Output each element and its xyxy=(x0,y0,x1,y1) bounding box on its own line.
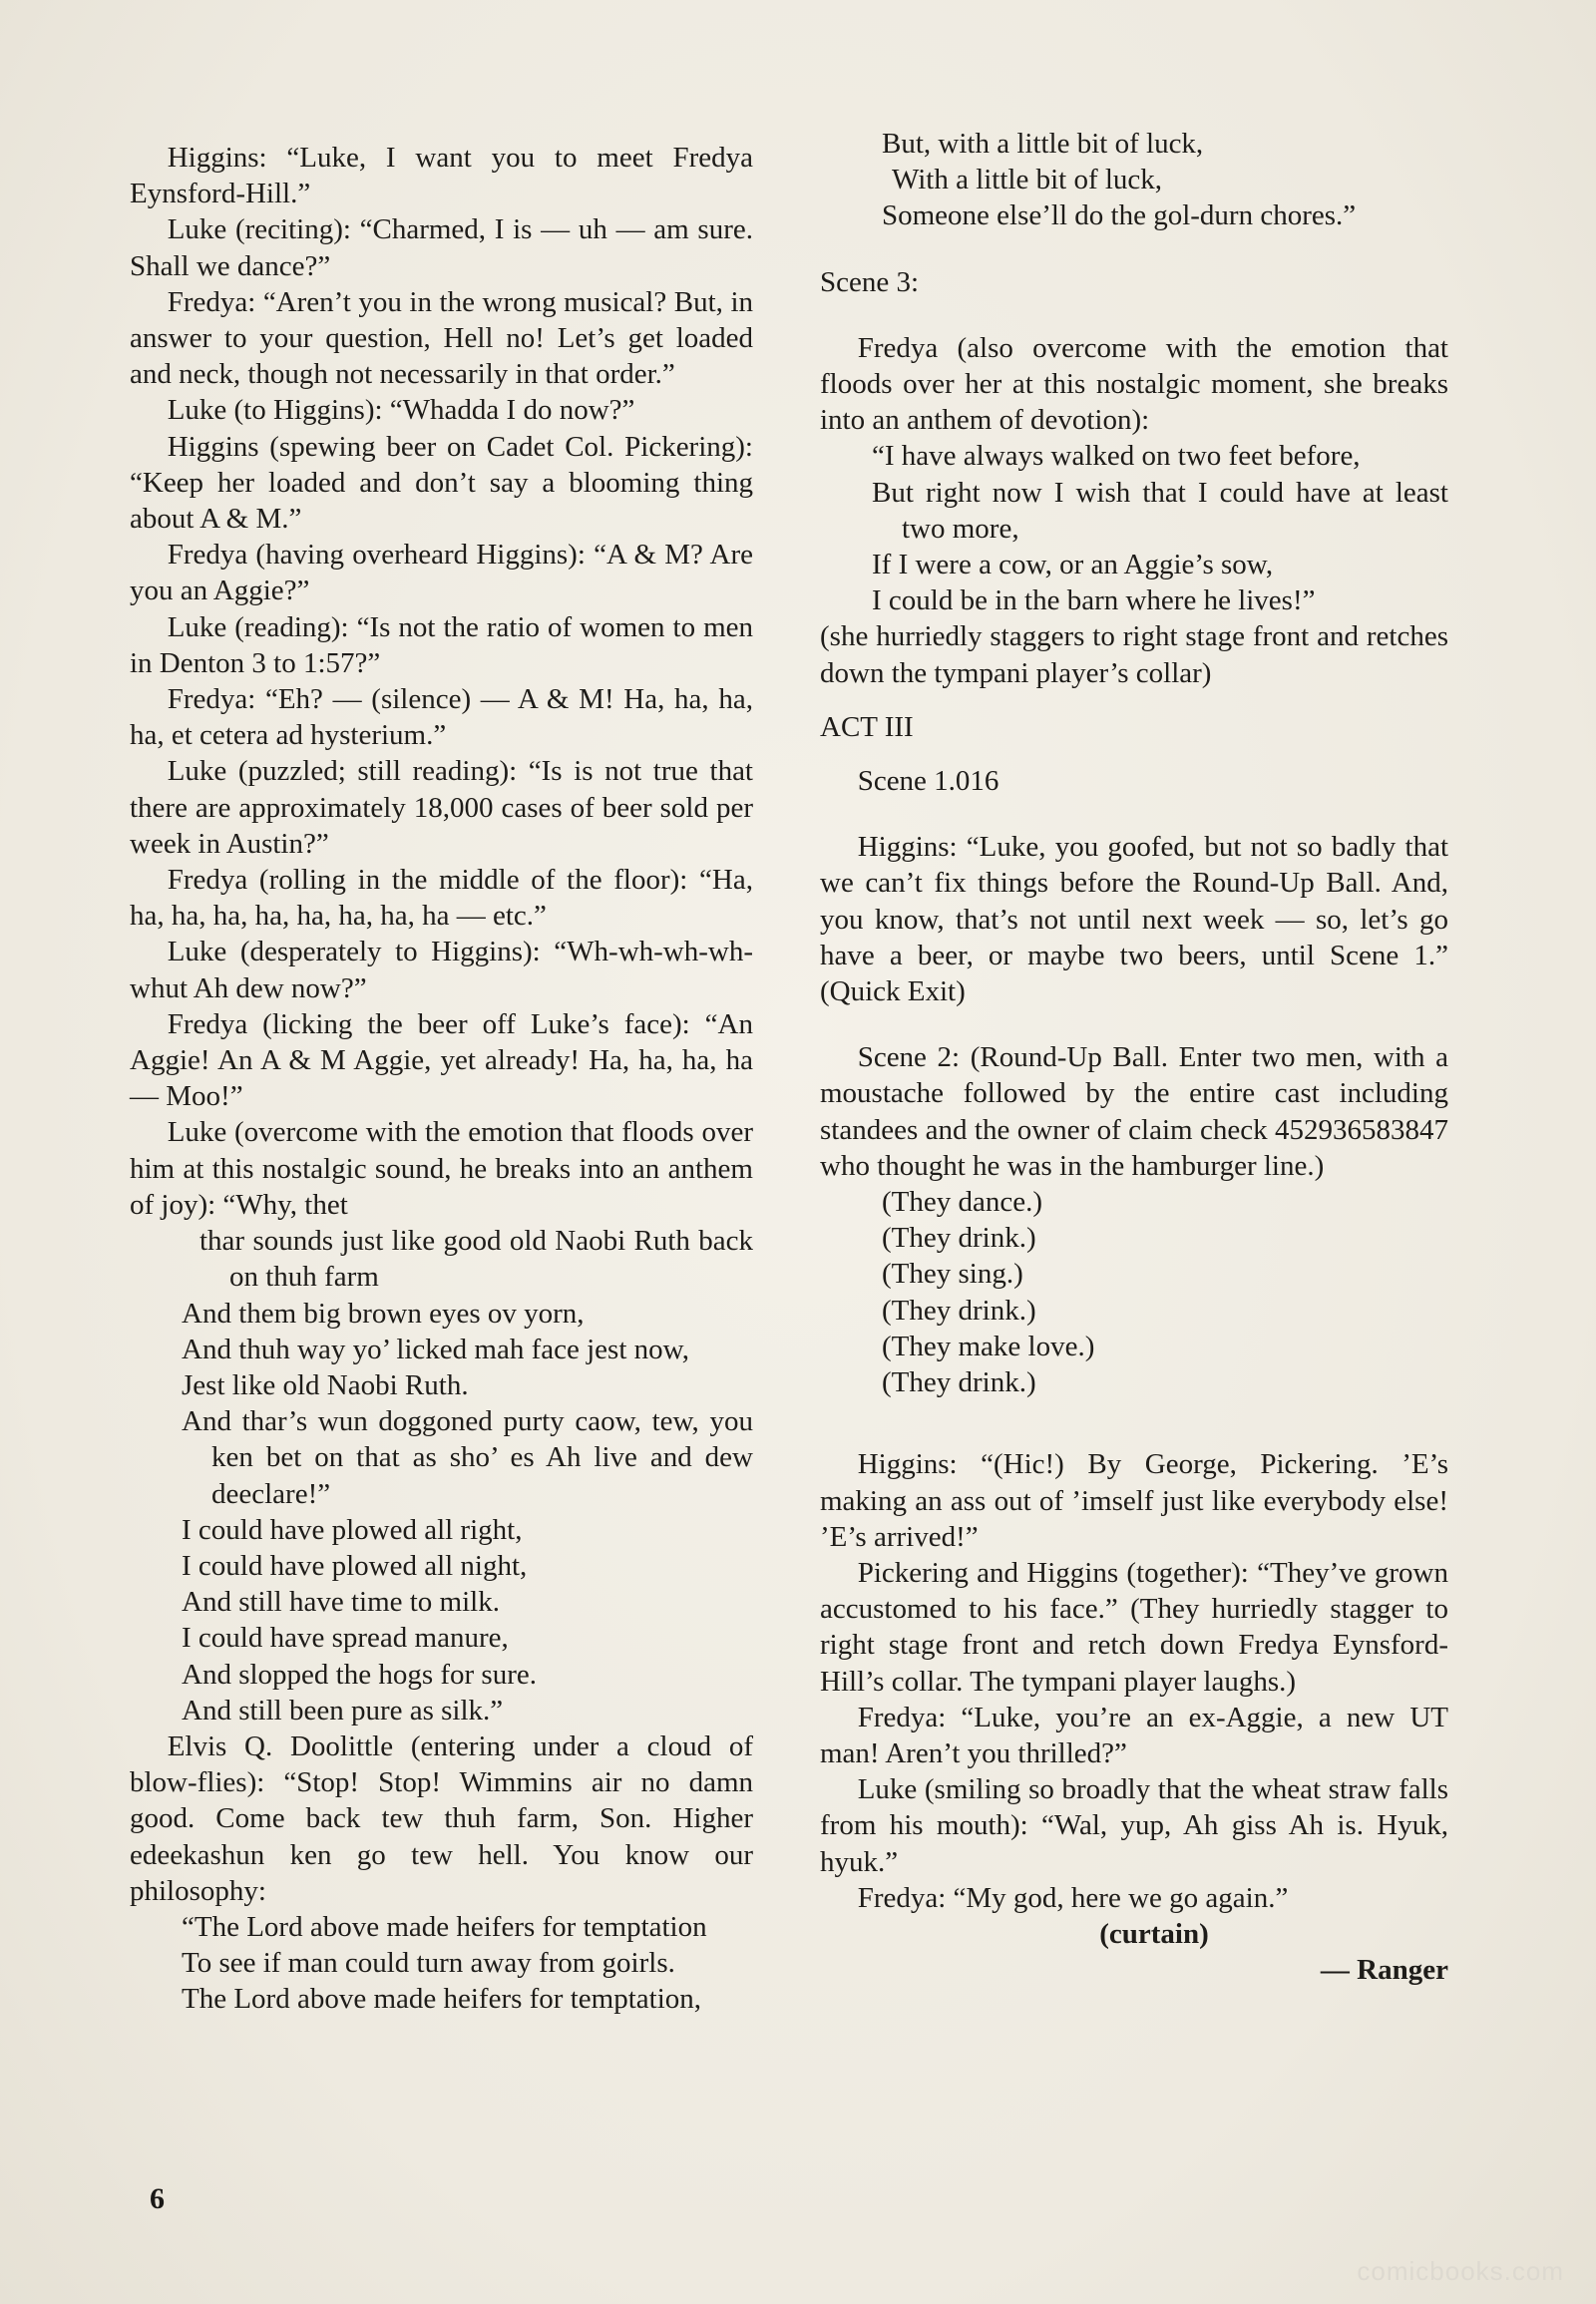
left-text-column xyxy=(130,140,753,2018)
verse-line: I could have plowed all night, xyxy=(182,1549,528,1582)
text-paragraph: Fredya (also overcome with the emotion that floods over her at this nostalgic moment, she breaks into an anthem of devotion): xyxy=(820,331,1448,437)
site-watermark: comicbooks.com xyxy=(1357,2256,1564,2286)
text-paragraph: Fredya (rolling in the middle of the floor): “Ha, ha, ha, ha, ha, ha, ha, ha, ha — etc.” xyxy=(130,864,753,933)
spacer xyxy=(820,745,1448,763)
text-paragraph: Fredya: “Eh? — (silence) — A & M! Ha, ha, ha, ha, et cetera ad hysterium.” xyxy=(130,683,753,752)
verse-line: I could have spread manure, xyxy=(182,1622,509,1655)
verse-line: (They drink.) xyxy=(882,1366,1036,1399)
verse-line: “The Lord above made heifers for temptation xyxy=(182,1910,707,1943)
verse-line: (They drink.) xyxy=(882,1222,1036,1255)
verse-line: thar sounds just like good old Naobi Ruth back on thuh farm xyxy=(200,1225,753,1294)
verse-line: But right now I wish that I could have at least two more, xyxy=(872,476,1448,545)
text-paragraph: Higgins: “Luke, I want you to meet Fredya Eynsford-Hill.” xyxy=(130,142,753,210)
text-paragraph: Fredya (licking the beer off Luke’s face): “An Aggie! An A & M Aggie, yet already! Ha, ha, ha, ha — Moo!” xyxy=(130,1007,753,1113)
text-paragraph: Pickering and Higgins (together): “They’ve grown accustomed to his face.” (They hurriedly stagger to right stage front and retch down Fredya Eynsford-Hill’s collar. The tympani player laughs.) xyxy=(820,1556,1448,1698)
text-paragraph: Higgins: “Luke, you goofed, but not so badly that we can’t fix things before the Round-Up Ball. And, you know, that’s not until next week — so, let’s go have a beer, or maybe two beers, until Scene 1.” (Quick Exit) xyxy=(820,831,1448,1008)
text-paragraph: Fredya: “Aren’t you in the wrong musical? But, in answer to your question, Hell no! Let’s get loaded and neck, though not necessarily in that order.” xyxy=(130,285,753,391)
verse-line: And slopped the hogs for sure. xyxy=(182,1658,538,1691)
text-paragraph: Elvis Q. Doolittle (entering under a cloud of blow-flies): “Stop! Stop! Wimmins air no damn good. Come back tew thuh farm, Son. Higher edeekashun ken go tew hell. You know our philosophy: xyxy=(130,1729,753,1907)
verse-line: Someone else’ll do the gol-durn chores.” xyxy=(882,199,1357,232)
right-text-column xyxy=(820,126,1448,1988)
verse-line: And thar’s wun doggoned purty caow, tew, you ken bet on that as sho’ es Ah live and dew deeclare!” xyxy=(182,1405,753,1510)
verse-line: (They drink.) xyxy=(882,1294,1036,1327)
verse-line: The Lord above made heifers for temptation, xyxy=(182,1983,701,2016)
author-credit: — Ranger xyxy=(1320,1954,1448,1987)
spacer xyxy=(820,234,1448,264)
verse-line: To see if man could turn away from goirls. xyxy=(182,1947,675,1980)
verse-line: I could be in the barn where he lives!” xyxy=(872,584,1316,617)
text-paragraph: Fredya: “Luke, you’re an ex-Aggie, a new UT man! Aren’t you thrilled?” xyxy=(820,1701,1448,1769)
scene-heading: ACT III xyxy=(820,710,914,743)
verse-line: (They dance.) xyxy=(882,1186,1043,1219)
text-paragraph: Luke (puzzled; still reading): “Is is not true that there are approximately 18,000 cases of beer sold per week in Austin?” xyxy=(130,755,753,860)
text-paragraph: Scene 2: (Round-Up Ball. Enter two men, with a moustache followed by the entire cast including standees and the owner of claim check 452936583847 who thought he was in the hamburger line.) xyxy=(820,1041,1448,1182)
verse-line: With a little bit of luck, xyxy=(892,164,1163,196)
spacer xyxy=(820,1009,1448,1039)
text-paragraph: Luke (desperately to Higgins): “Wh-wh-wh-wh-whut Ah dew now?” xyxy=(130,936,753,1004)
scene-heading: Scene 3: xyxy=(820,265,920,298)
verse-line: If I were a cow, or an Aggie’s sow, xyxy=(872,549,1274,581)
text-paragraph: Luke (to Higgins): “Whadda I do now?” xyxy=(167,394,635,427)
spacer xyxy=(820,1400,1448,1446)
text-paragraph: (she hurriedly staggers to right stage front and retches down the tympani player’s collar) xyxy=(820,620,1448,689)
verse-line: And still been pure as silk.” xyxy=(182,1694,504,1727)
text-paragraph: Higgins: “(Hic!) By George, Pickering. ’E’s making an ass out of ’imself just like everybody else! ’E’s arrived!” xyxy=(820,1448,1448,1553)
text-paragraph: Fredya (having overheard Higgins): “A & M? Are you an Aggie?” xyxy=(130,539,753,607)
verse-line: And still have time to milk. xyxy=(182,1586,500,1619)
text-paragraph: Luke (smiling so broadly that the wheat straw falls from his mouth): “Wal, yup, Ah giss Ah is. Hyuk, hyuk.” xyxy=(820,1773,1448,1878)
verse-line: But, with a little bit of luck, xyxy=(882,128,1204,160)
stage-direction: (curtain) xyxy=(1099,1917,1209,1950)
verse-line: “I have always walked on two feet before, xyxy=(872,440,1361,473)
text-paragraph: Luke (overcome with the emotion that floods over him at this nostalgic sound, he breaks into an anthem of joy): “Why, thet xyxy=(130,1116,753,1221)
text-paragraph: Higgins (spewing beer on Cadet Col. Pickering): “Keep her loaded and don’t say a blooming thing about A & M.” xyxy=(130,430,753,536)
verse-line: And them big brown eyes ov yorn, xyxy=(182,1297,585,1330)
verse-line: (They sing.) xyxy=(882,1258,1023,1291)
verse-line: Jest like old Naobi Ruth. xyxy=(182,1368,469,1401)
text-paragraph: Luke (reciting): “Charmed, I is — uh — am sure. Shall we dance?” xyxy=(130,213,753,282)
verse-line: And thuh way yo’ licked mah face jest now, xyxy=(182,1333,689,1365)
verse-line: (They make love.) xyxy=(882,1330,1095,1362)
text-paragraph: Fredya: “My god, here we go again.” xyxy=(857,1881,1289,1914)
text-paragraph: Scene 1.016 xyxy=(857,765,999,798)
spacer xyxy=(820,300,1448,330)
text-paragraph: Luke (reading): “Is not the ratio of women to men in Denton 3 to 1:57?” xyxy=(130,610,753,679)
spacer xyxy=(820,691,1448,709)
verse-line: I could have plowed all right, xyxy=(182,1513,523,1546)
spacer xyxy=(820,799,1448,829)
page-number: 6 xyxy=(150,2182,165,2215)
